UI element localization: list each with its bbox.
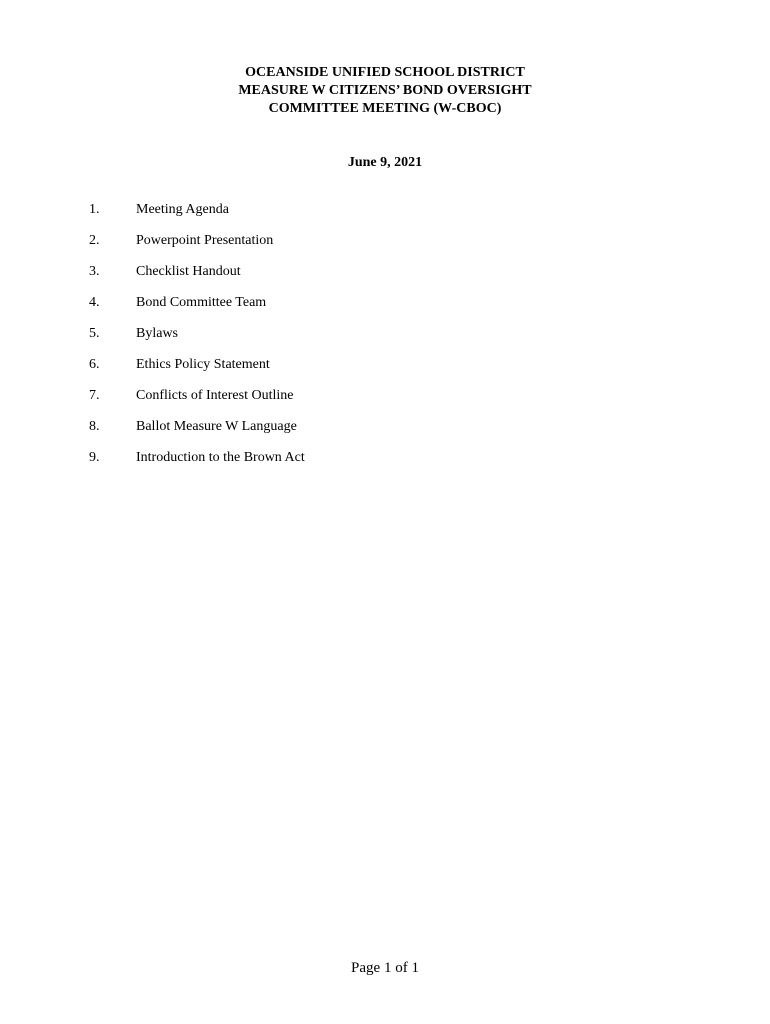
item-label: Conflicts of Interest Outline — [136, 388, 294, 403]
list-item — [0, 263, 770, 294]
item-label: Bylaws — [136, 326, 178, 341]
title-line-3: COMMITTEE MEETING (W-CBOC) — [268, 101, 502, 116]
agenda-list — [0, 201, 770, 480]
item-number: 9. — [89, 450, 100, 465]
title-line-1: OCEANSIDE UNIFIED SCHOOL DISTRICT — [245, 65, 525, 80]
item-label: Introduction to the Brown Act — [136, 450, 305, 465]
list-item — [0, 201, 770, 232]
item-label: Powerpoint Presentation — [136, 233, 274, 248]
item-label: Checklist Handout — [136, 264, 241, 279]
item-label: Ballot Measure W Language — [136, 419, 297, 434]
item-number: 3. — [89, 264, 100, 279]
page-number: Page 1 of 1 — [351, 960, 419, 976]
title-line-2: MEASURE W CITIZENS’ BOND OVERSIGHT — [238, 83, 532, 98]
item-number: 1. — [89, 202, 100, 217]
list-item — [0, 232, 770, 263]
list-item — [0, 449, 770, 480]
document-title — [0, 64, 770, 118]
item-label: Meeting Agenda — [136, 202, 229, 217]
item-number: 6. — [89, 357, 100, 372]
list-item — [0, 387, 770, 418]
list-item — [0, 294, 770, 325]
list-item — [0, 356, 770, 387]
item-number: 7. — [89, 388, 100, 403]
item-label: Ethics Policy Statement — [136, 357, 270, 372]
item-number: 5. — [89, 326, 100, 341]
meeting-date: June 9, 2021 — [347, 155, 423, 170]
item-label: Bond Committee Team — [136, 295, 267, 310]
item-number: 4. — [89, 295, 100, 310]
item-number: 2. — [89, 233, 100, 248]
list-item — [0, 418, 770, 449]
list-item — [0, 325, 770, 356]
item-number: 8. — [89, 419, 100, 434]
